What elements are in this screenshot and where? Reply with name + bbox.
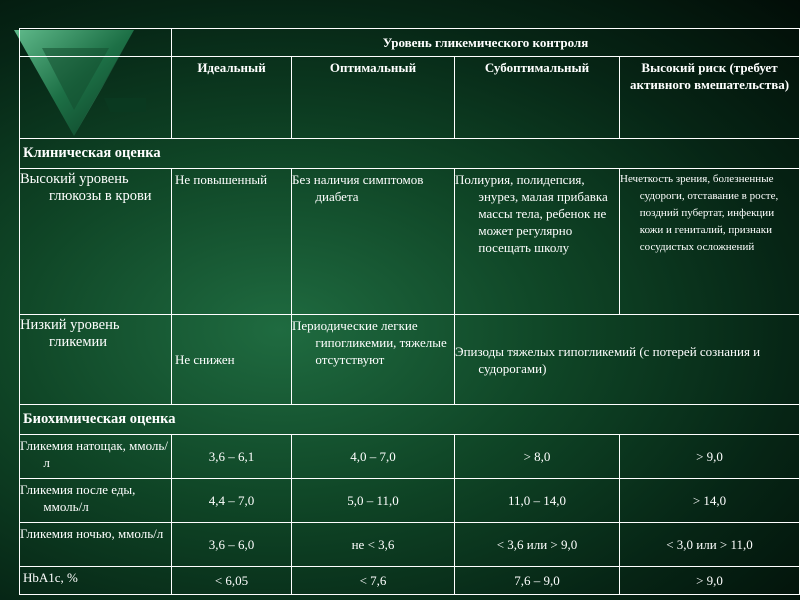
header-ideal: Идеальный [172, 57, 292, 139]
row-ideal: < 6,05 [172, 567, 292, 595]
row-suboptimal: 7,6 – 9,0 [455, 567, 620, 595]
table-row [20, 435, 800, 479]
row-high-risk: > 14,0 [620, 479, 800, 523]
high-glucose-ideal: Не повышенный [172, 169, 292, 315]
biochem-section-heading: Биохимическая оценка [20, 405, 800, 435]
title-spacer-cell [20, 29, 172, 57]
row-high-risk: > 9,0 [620, 567, 800, 595]
high-glucose-suboptimal: Полиурия, полидепсия, энурез, малая прибавка массы тела, ребенок не может регулярно посещать школу [455, 169, 620, 315]
high-glucose-label: Высокий уровень глюкозы в крови [20, 169, 172, 315]
row-high-risk: < 3,0 или > 11,0 [620, 523, 800, 567]
high-glucose-row [20, 169, 800, 315]
high-glucose-high-risk: Нечеткость зрения, болезненные судороги, отставание в росте, поздний пубертат, инфекции кожи и гениталий, признаки сосудистых осложнений [620, 169, 800, 315]
header-optimal: Оптимальный [292, 57, 455, 139]
high-glucose-optimal: Без наличия симптомов диабета [292, 169, 455, 315]
header-high-risk: Высокий риск (требует активного вмешательства) [620, 57, 800, 139]
low-glycemia-row [20, 315, 800, 405]
row-ideal: 3,6 – 6,1 [172, 435, 292, 479]
table-title: Уровень гликемического контроля [172, 29, 800, 57]
row-optimal: 5,0 – 11,0 [292, 479, 455, 523]
row-label: Гликемия ночью, ммоль/л [20, 523, 172, 567]
row-ideal: 3,6 – 6,0 [172, 523, 292, 567]
low-glycemia-severe: Эпизоды тяжелых гипогликемий (с потерей сознания и судорогами) [455, 315, 800, 405]
low-glycemia-ideal: Не снижен [172, 315, 292, 405]
glycemic-control-table [19, 28, 800, 595]
table-row [20, 479, 800, 523]
row-optimal: не < 3,6 [292, 523, 455, 567]
header-spacer-cell [20, 57, 172, 139]
table-row [20, 523, 800, 567]
table-title-row [20, 29, 800, 57]
clinical-section-row [20, 139, 800, 169]
row-label: HbA1c, % [20, 567, 172, 595]
row-suboptimal: 11,0 – 14,0 [455, 479, 620, 523]
row-optimal: < 7,6 [292, 567, 455, 595]
row-optimal: 4,0 – 7,0 [292, 435, 455, 479]
row-label: Гликемия натощак, ммоль/л [20, 435, 172, 479]
row-ideal: 4,4 – 7,0 [172, 479, 292, 523]
table-header-row [20, 57, 800, 139]
header-suboptimal: Субоптимальный [455, 57, 620, 139]
row-high-risk: > 9,0 [620, 435, 800, 479]
biochem-section-row [20, 405, 800, 435]
row-label: Гликемия после еды, ммоль/л [20, 479, 172, 523]
low-glycemia-label: Низкий уровень гликемии [20, 315, 172, 405]
clinical-section-heading: Клиническая оценка [20, 139, 800, 169]
table-row [20, 567, 800, 595]
row-suboptimal: < 3,6 или > 9,0 [455, 523, 620, 567]
low-glycemia-optimal: Периодические легкие гипогликемии, тяжелые отсутствуют [292, 315, 455, 405]
row-suboptimal: > 8,0 [455, 435, 620, 479]
